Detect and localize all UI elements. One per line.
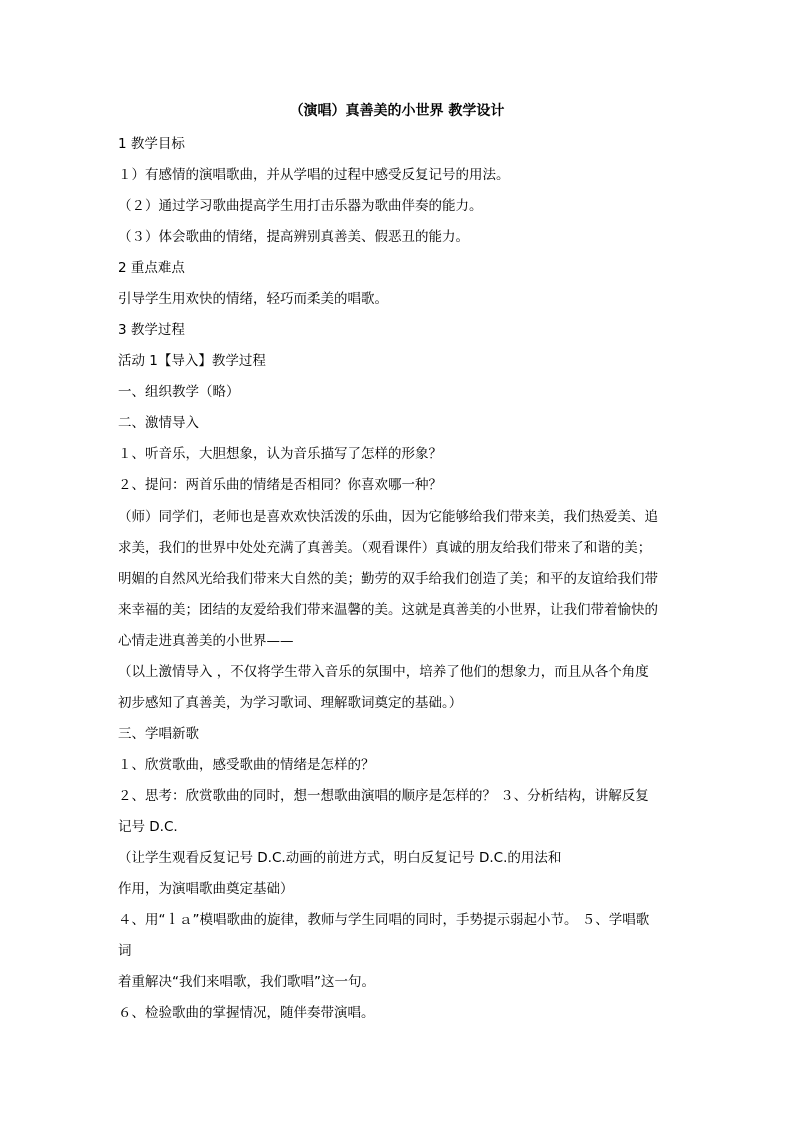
song-note-line-1: （让学生观看反复记号 D.C.动画的前进方式，明白反复记号 D.C.的用法和 <box>118 850 562 866</box>
objective-item-1: １）有感情的演唱歌曲，并从学唱的过程中感受反复记号的用法。 <box>118 167 510 183</box>
intro-note-line-2: 初步感知了真善美，为学习歌词、理解歌词奠定的基础。） <box>118 695 463 711</box>
teacher-paragraph-line-4: 来幸福的美；团结的友爱给我们带来温馨的美。这就是真善美的小世界，让我们带着愉快的 <box>118 602 658 618</box>
step-organize: 一、组织教学（略） <box>118 384 240 400</box>
document-title: （演唱）真善美的小世界 教学设计 <box>289 103 505 119</box>
teacher-paragraph-line-5: 心情走进真善美的小世界—— <box>118 633 294 649</box>
section-heading-key-points: 2 重点难点 <box>118 260 185 276</box>
key-points-text: 引导学生用欢快的情绪，轻巧而柔美的唱歌。 <box>118 291 388 307</box>
teacher-paragraph-line-1: （师）同学们，老师也是喜欢欢快活泼的乐曲，因为它能够给我们带来美，我们热爱美、追 <box>118 509 658 525</box>
intro-item-2: ２、提问：两首乐曲的情绪是否相同？你喜欢哪一种？ <box>118 477 442 493</box>
teacher-paragraph-line-3: 明媚的自然风光给我们带来大自然的美；勤劳的双手给我们创造了美；和平的友谊给我们带 <box>118 571 658 587</box>
teacher-paragraph-line-2: 求美，我们的世界中处处充满了真善美。（观看课件）真诚的朋友给我们带来了和谐的美； <box>118 540 652 556</box>
section-heading-objectives: 1 教学目标 <box>118 136 185 152</box>
song-item-1: １、欣赏歌曲，感受歌曲的情绪是怎样的？ <box>118 757 375 773</box>
activity-heading: 活动 1【导入】教学过程 <box>118 353 266 369</box>
objective-item-3: （３）体会歌曲的情绪，提高辨别真善美、假恶丑的能力。 <box>118 229 469 245</box>
section-heading-process: 3 教学过程 <box>118 322 185 338</box>
song-item-5-detail: 着重解决“我们来唱歌，我们歌唱”这一句。 <box>118 974 375 990</box>
step-intro-heading: 二、激情导入 <box>118 415 199 431</box>
step-new-song-heading: 三、学唱新歌 <box>118 726 199 742</box>
song-item-4: ４、用“ｌａ”模唱歌曲的旋律，教师与学生同唱的同时，手势提示弱起小节。 ５、学唱歌 <box>118 912 650 928</box>
objective-item-2: （２）通过学习歌曲提高学生用打击乐器为歌曲伴奏的能力。 <box>118 198 483 214</box>
intro-item-1: １、听音乐，大胆想象，认为音乐描写了怎样的形象？ <box>118 446 442 462</box>
intro-note-line-1: （以上激情导入 ，不仅将学生带入音乐的氛围中，培养了他们的想象力，而且从各个角度 <box>118 664 649 680</box>
song-item-2-continued: 记号 D.C. <box>118 819 178 835</box>
song-item-6: ６、检验歌曲的掌握情况，随伴奏带演唱。 <box>118 1005 375 1021</box>
song-item-2: ２、思考：欣赏歌曲的同时，想一想歌曲演唱的顺序是怎样的？ ３、分析结构，讲解反复 <box>118 788 649 804</box>
song-item-4-continued: 词 <box>118 943 132 959</box>
song-note-line-2: 作用，为演唱歌曲奠定基础） <box>118 881 294 897</box>
